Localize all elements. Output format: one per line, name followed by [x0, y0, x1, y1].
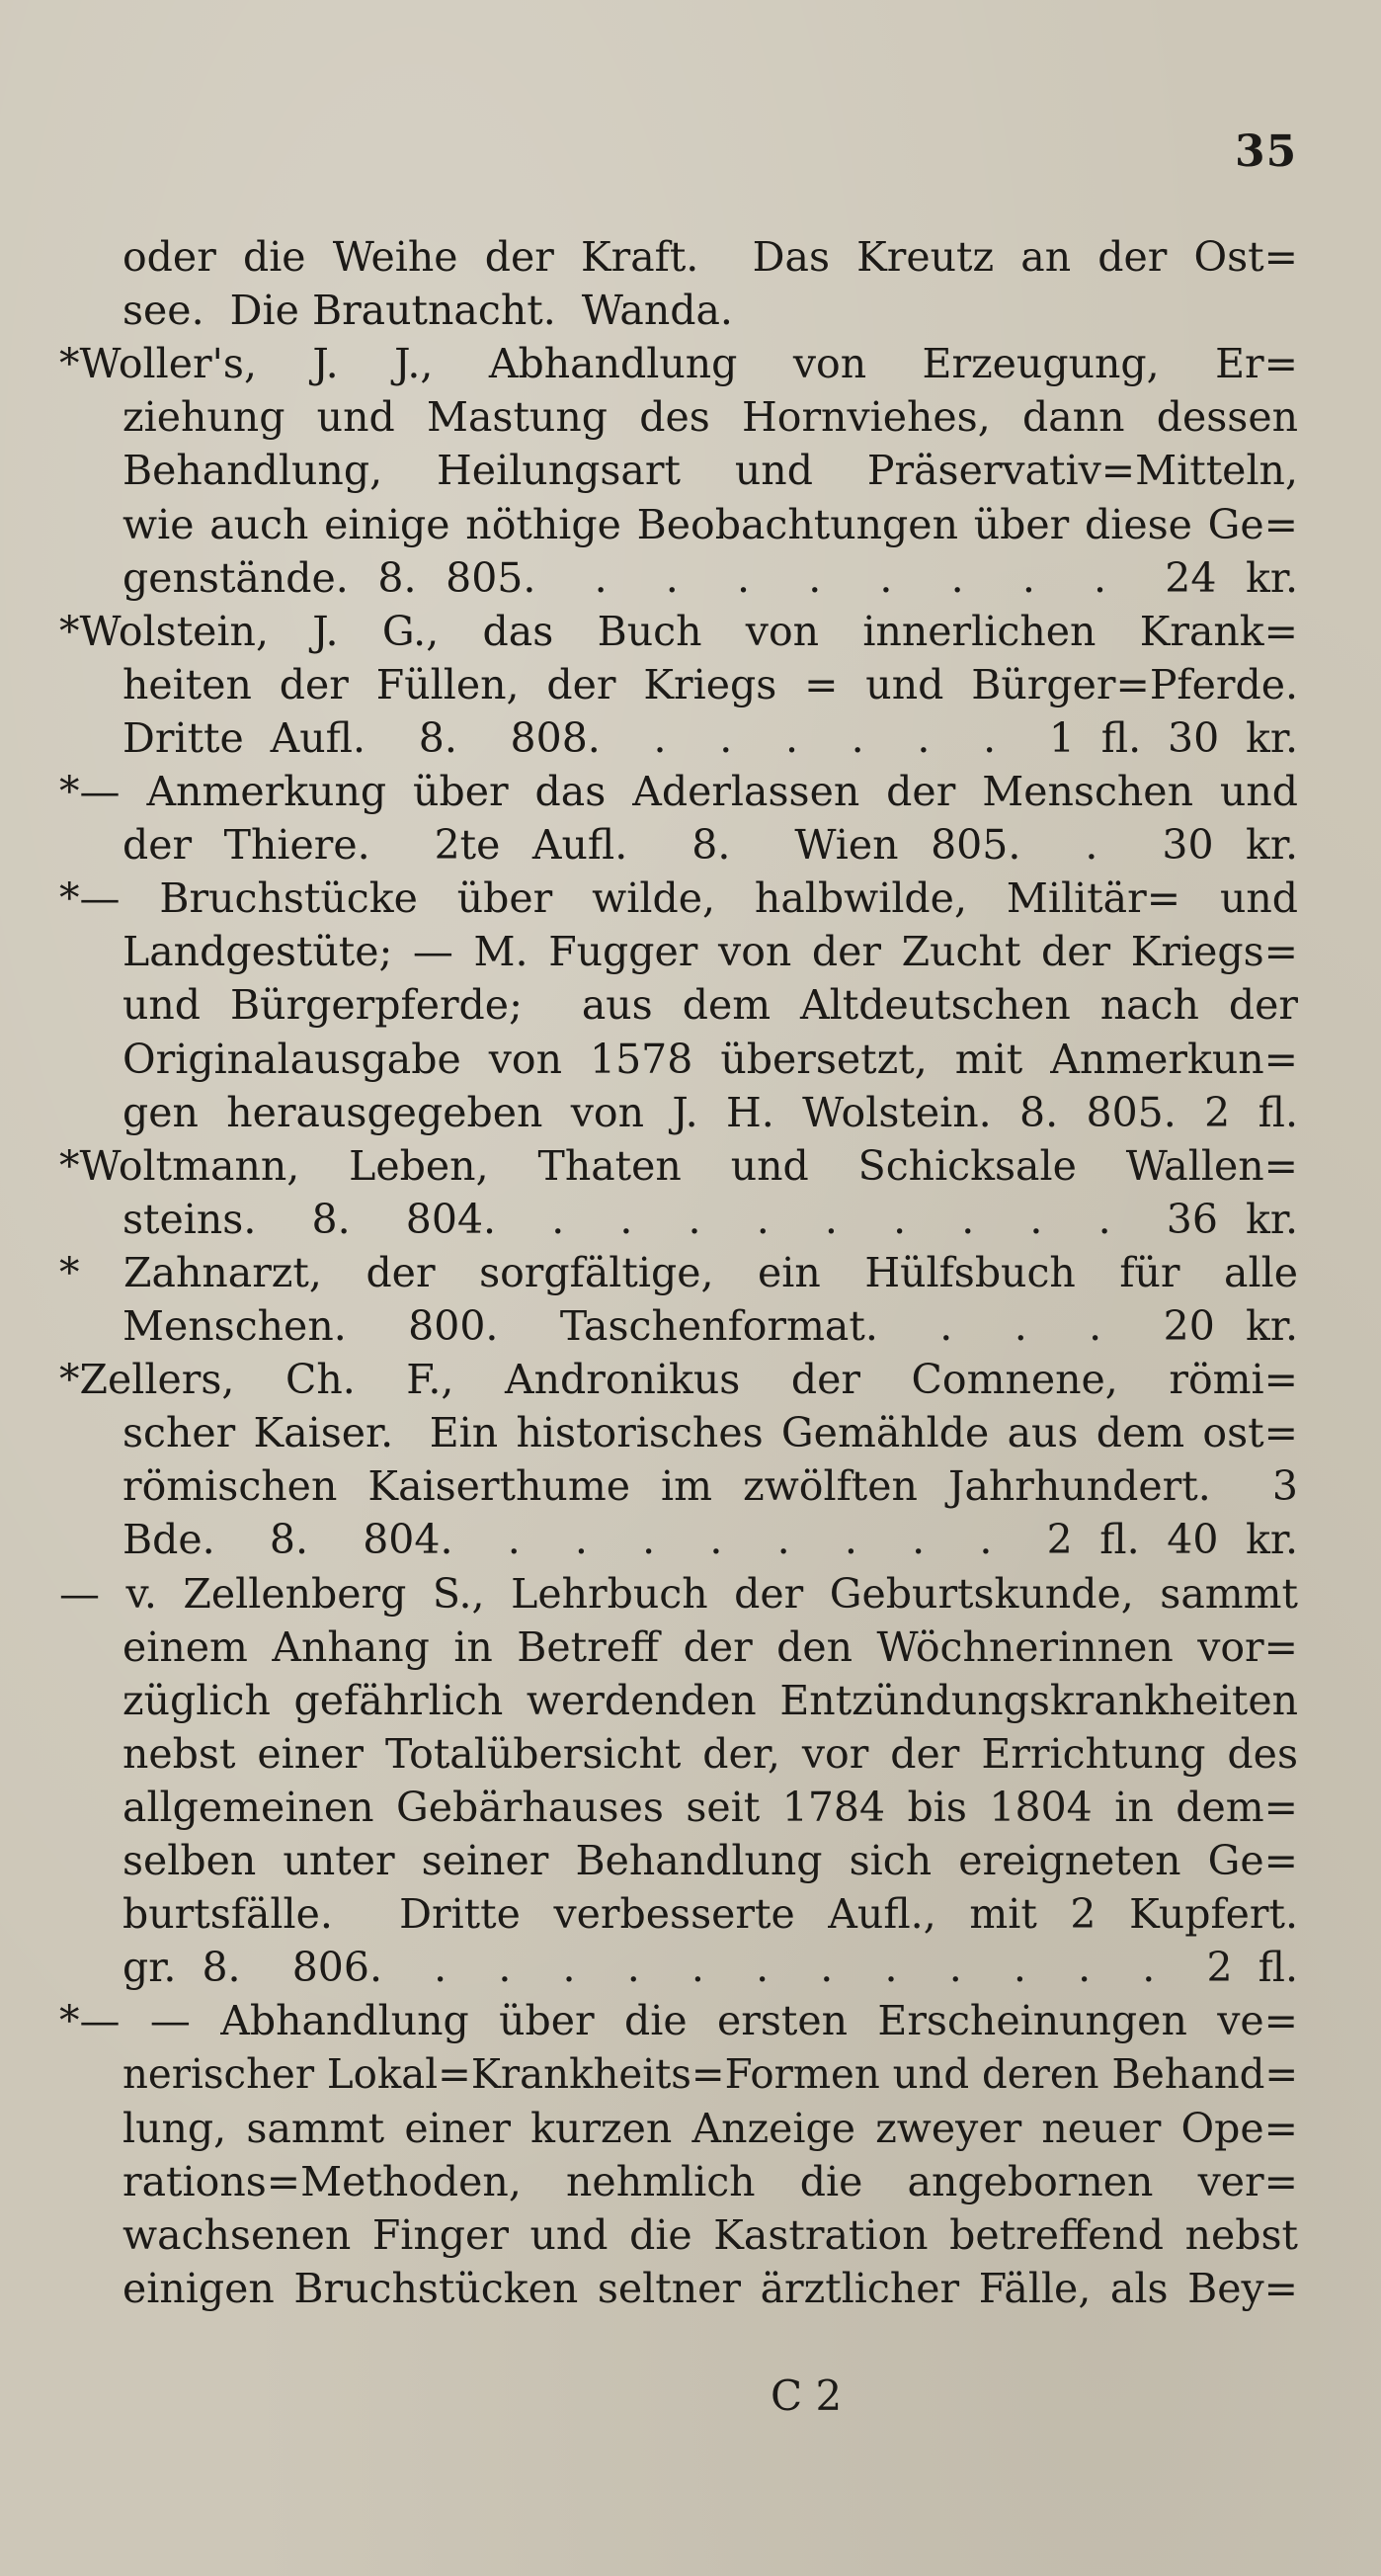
text-line-content: und Bürgerpferde; aus dem Altdeutschen nach der: [122, 981, 1298, 1030]
text-line: [122, 1083, 1298, 1142]
text-line: [122, 2152, 1298, 2211]
text-line: [59, 1136, 1298, 1196]
text-line-content: nerischer Lokal=Krankheits=Formen und deren Behand=: [122, 2050, 1299, 2099]
text-line: [122, 1190, 1298, 1249]
text-line: [122, 975, 1298, 1035]
text-line: [122, 2044, 1298, 2104]
text-line-content: *Wolstein, J. G., das Buch von innerlichen Krank=: [59, 607, 1298, 655]
text-line: [122, 922, 1298, 981]
text-line-content: *— Bruchstücke über wilde, halbwilde, Militär= und: [59, 874, 1298, 923]
text-line: [122, 495, 1298, 554]
text-line: [59, 1243, 1298, 1302]
text-line-content: römischen Kaiserthume im zwölften Jahrhundert. 3: [122, 1462, 1298, 1511]
text-line-content: *— Anmerkung über das Aderlassen der Menschen und: [59, 768, 1298, 815]
text-line-content: rations=Methoden, nehmlich die angebornen ver=: [122, 2157, 1298, 2205]
text-line-content: ziehung und Mastung des Hornviehes, dann dessen: [122, 393, 1298, 442]
text-line: [122, 1831, 1298, 1890]
text-line: [59, 1350, 1298, 1409]
text-line-content: heiten der Füllen, der Kriegs = und Bürger=Pferde.: [122, 660, 1298, 708]
text-line: [59, 1564, 1298, 1623]
page-number: 35: [1235, 126, 1298, 177]
text-line: [122, 708, 1298, 768]
text-line-content: nebst einer Totalübersicht der, vor der Errichtung des: [122, 1729, 1298, 1778]
text-line: [122, 2099, 1298, 2158]
text-line-content: Menschen. 800. Taschenformat. . . . 20 kr.: [122, 1302, 1298, 1350]
text-line-content: steins. 8. 804. . . . . . . . . . 36 kr.: [122, 1195, 1298, 1243]
text-line: [122, 2205, 1298, 2265]
text-line: [122, 227, 1298, 287]
text-line-content: *— — Abhandlung über die ersten Erscheinungen ve=: [59, 1997, 1298, 2045]
text-line: [122, 387, 1298, 447]
text-line: [122, 1510, 1298, 1569]
text-line-content: genstände. 8. 805. . . . . . . . . 24 kr.: [122, 553, 1298, 602]
text-line: [122, 441, 1298, 500]
text-line: [122, 281, 1298, 340]
text-line: [122, 1778, 1298, 1837]
text-line: [122, 1296, 1298, 1356]
text-line-content: *Woller's, J. J., Abhandlung von Erzeugung, Er=: [59, 340, 1298, 388]
text-line-content: *Woltmann, Leben, Thaten und Schicksale Wallen=: [59, 1141, 1298, 1190]
text-line-content: Landgestüte; — M. Fugger von der Zucht der Kriegs=: [122, 928, 1298, 976]
text-line: [59, 602, 1298, 661]
text-line-content: züglich gefährlich werdenden Entzündungskrankheiten: [122, 1676, 1298, 1724]
text-line-content: gen herausgegeben von J. H. Wolstein. 8. 805. 2 fl.: [122, 1088, 1298, 1136]
text-line-content: einigen Bruchstücken seltner ärztlicher Fälle, als Bey=: [122, 2264, 1298, 2312]
text-line: [122, 1938, 1298, 1997]
text-line: [122, 655, 1298, 714]
text-line: [122, 1884, 1298, 1944]
text-line-content: gr. 8. 806. . . . . . . . . . . . . 2 fl.: [122, 1944, 1298, 1992]
text-line-content: — v. Zellenberg S., Lehrbuch der Geburtskunde, sammt: [59, 1569, 1298, 1618]
text-line-content: Dritte Aufl. 8. 808. . . . . . . 1 fl. 30 kr.: [122, 713, 1298, 762]
text-line-content: scher Kaiser. Ein historisches Gemählde aus dem ost=: [122, 1409, 1298, 1457]
text-line-content: *Zellers, Ch. F., Andronikus der Comnene, römi=: [59, 1356, 1298, 1404]
text-line-content: einem Anhang in Betreff der den Wöchnerinnen vor=: [122, 1622, 1298, 1671]
signature-mark: C 2: [771, 2371, 843, 2420]
text-line-content: wachsenen Finger und die Kastration betreffend nebst: [122, 2210, 1298, 2259]
text-line: [59, 1991, 1298, 2050]
text-line-content: see. Die Brautnacht. Wanda.: [122, 287, 733, 335]
text-line: [122, 1724, 1298, 1784]
text-line-content: wie auch einige nöthige Beobachtungen über diese Ge=: [122, 500, 1298, 548]
text-line: [59, 334, 1298, 393]
text-line: [59, 869, 1298, 928]
text-line: [122, 1403, 1298, 1462]
text-line: [122, 1618, 1298, 1677]
text-line: [59, 762, 1298, 821]
text-line-content: Behandlung, Heilungsart und Präservativ=Mitteln,: [122, 447, 1298, 495]
text-line-content: Originalausgabe von 1578 übersetzt, mit Anmerkun=: [122, 1035, 1298, 1083]
text-line: [122, 1030, 1298, 1089]
text-line-content: lung, sammt einer kurzen Anzeige zweyer neuer Ope=: [122, 2104, 1298, 2152]
text-line-content: selben unter seiner Behandlung sich ereigneten Ge=: [122, 1837, 1298, 1884]
text-line-content: Bde. 8. 804. . . . . . . . . 2 fl. 40 kr.: [122, 1516, 1298, 1564]
text-line-content: burtsfälle. Dritte verbesserte Aufl., mit 2 Kupfert.: [122, 1890, 1298, 1939]
text-line: [122, 1671, 1298, 1730]
text-line-content: der Thiere. 2te Aufl. 8. Wien 805. . 30 kr.: [122, 821, 1298, 870]
text-line-content: allgemeinen Gebärhauses seit 1784 bis 1804 in dem=: [122, 1783, 1298, 1831]
text-line: [122, 548, 1298, 608]
text-line: [122, 815, 1298, 874]
text-line: [122, 2259, 1298, 2318]
text-line-content: * Zahnarzt, der sorgfältige, ein Hülfsbuch für alle: [59, 1248, 1298, 1296]
text-line-content: oder die Weihe der Kraft. Das Kreutz an der Ost=: [122, 233, 1298, 281]
text-line: [122, 1456, 1298, 1516]
